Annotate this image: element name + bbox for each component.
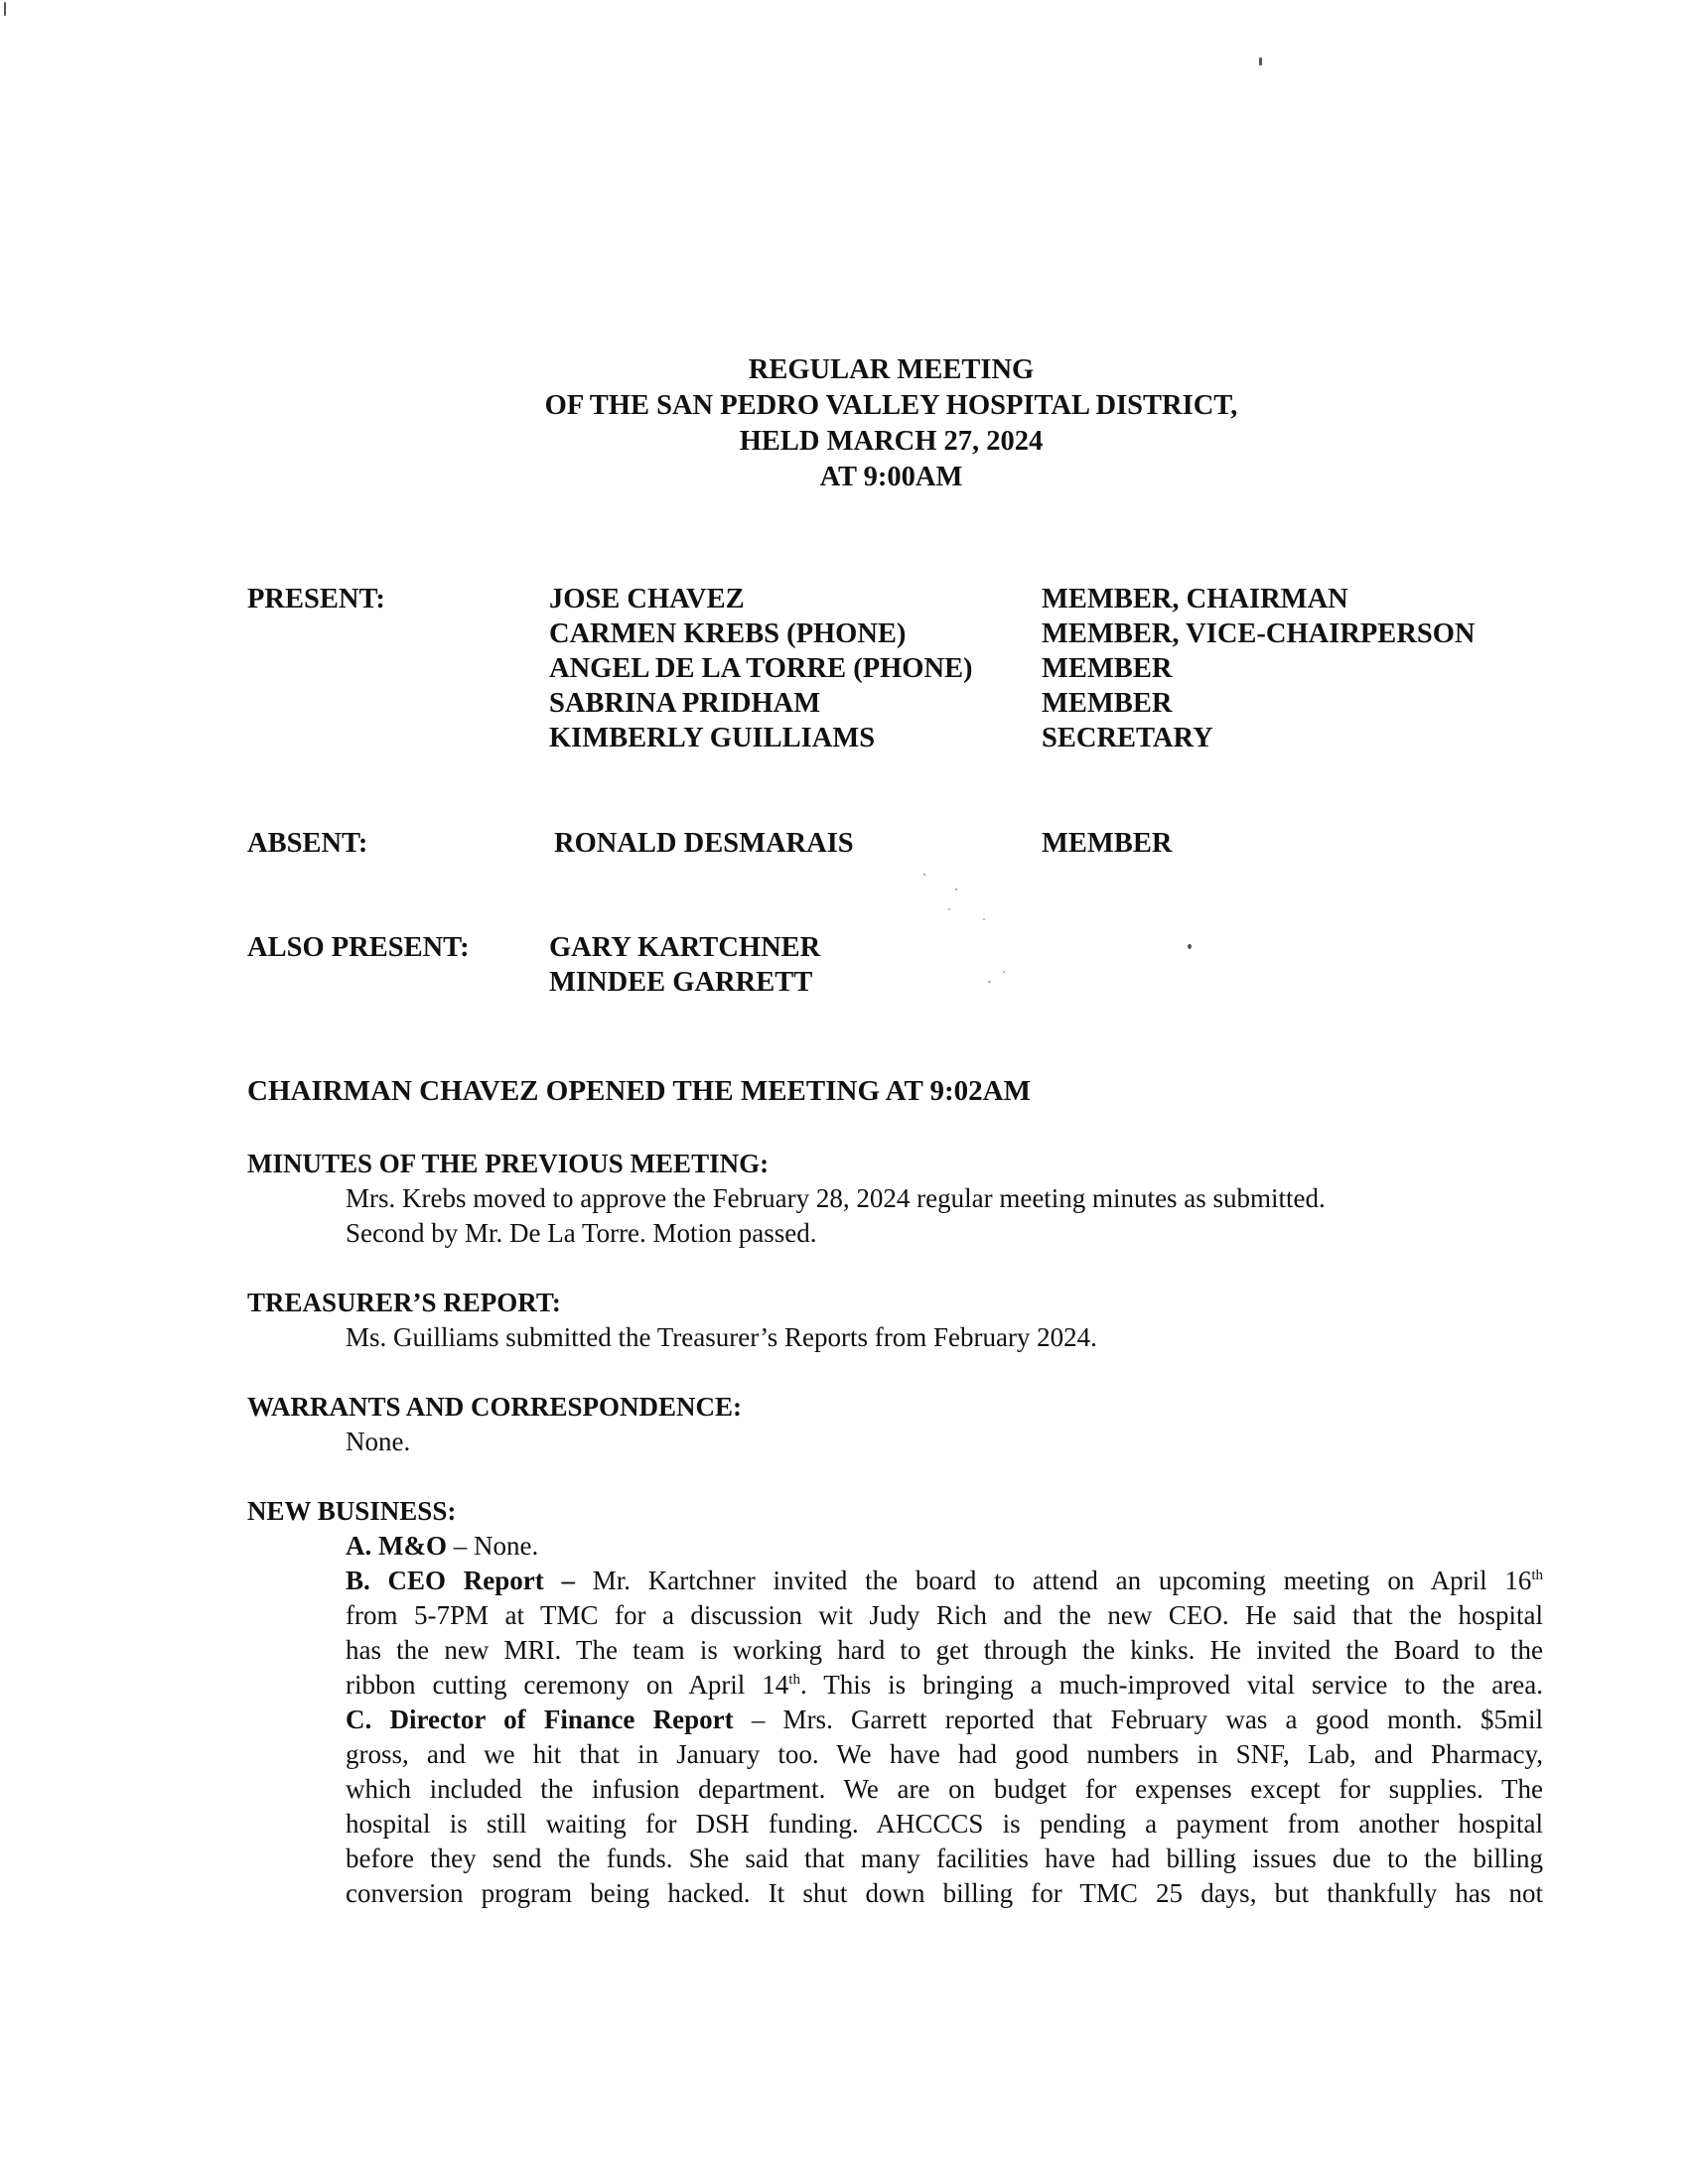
minutes-text-line: Second by Mr. De La Torre. Motion passed. (346, 1218, 817, 1248)
attendee-name: SABRINA PRIDHAM (549, 688, 821, 719)
minutes-heading: MINUTES OF THE PREVIOUS MEETING: (247, 1149, 770, 1178)
attendee-name: KIMBERLY GUILLIAMS (549, 723, 876, 753)
item-b-text: . This is bringing a much-improved vital service to the area. (799, 1670, 1544, 1700)
item-b-text: Mr. Kartchner invited the board to attend an upcoming meeting on April 16 (575, 1566, 1532, 1595)
item-b-line: has the new MRI. The team is working hard to get through the kinks. He invited the Board to the (346, 1635, 1543, 1665)
item-a-label: A. M&O (346, 1531, 447, 1561)
item-c-line (346, 1703, 1543, 1737)
item-b-label: B. CEO Report – (346, 1566, 575, 1595)
scan-speck (983, 918, 985, 920)
item-b-line (346, 1564, 1543, 1598)
title-line-4: AT 9:00AM (819, 462, 963, 492)
title-line-2: OF THE SAN PEDRO VALLEY HOSPITAL DISTRICT, (544, 390, 1238, 421)
item-c-line: which included the infusion department. We are on budget for expenses except for supplies. The (346, 1774, 1543, 1804)
item-b-line (346, 1668, 1543, 1703)
warrants-section (247, 1390, 1543, 1459)
warrants-heading: WARRANTS AND CORRESPONDENCE: (247, 1392, 743, 1422)
attendee-role: MEMBER, VICE-CHAIRPERSON (1042, 618, 1476, 649)
scan-speck (4, 2, 6, 16)
item-b-line: from 5-7PM at TMC for a discussion wit Judy Rich and the new CEO. He said that the hospital (346, 1600, 1543, 1630)
new-business-body (346, 1529, 1543, 1911)
attendee-name: ANGEL DE LA TORRE (PHONE) (549, 653, 973, 684)
attendee-role: MEMBER (1042, 688, 1173, 719)
scan-speck (923, 874, 925, 876)
warrants-text-line: None. (346, 1427, 411, 1456)
also-present-label: ALSO PRESENT: (247, 932, 470, 963)
absent-label: ABSENT: (247, 828, 368, 859)
ordinal-suffix: th (1531, 1568, 1543, 1583)
attendee-name: CARMEN KREBS (PHONE) (549, 618, 907, 649)
item-a-text: – None. (446, 1531, 539, 1561)
attendee-name: JOSE CHAVEZ (549, 584, 745, 614)
guest-name: GARY KARTCHNER (549, 932, 821, 963)
present-label: PRESENT: (247, 584, 385, 614)
absent-name: RONALD DESMARAIS (554, 828, 854, 859)
title-line-3: HELD MARCH 27, 2024 (739, 426, 1044, 457)
scan-speck (955, 888, 957, 890)
item-c-line: before they send the funds. She said that many facilities have had billing issues due to the billing (346, 1843, 1543, 1873)
new-business-heading: NEW BUSINESS: (247, 1496, 457, 1526)
scan-speck (1003, 971, 1005, 973)
absent-role: MEMBER (1042, 828, 1173, 859)
item-c-text: – Mrs. Garrett reported that February was a good month. $5mil (733, 1705, 1543, 1734)
attendee-role: SECRETARY (1042, 723, 1213, 753)
scan-speck (1188, 944, 1192, 949)
treasurer-heading: TREASURER’S REPORT: (247, 1288, 561, 1317)
attendee-role: MEMBER, CHAIRMAN (1042, 584, 1348, 614)
item-c-label: C. Director of Finance Report (346, 1705, 734, 1734)
meeting-title (0, 352, 1692, 495)
treasurer-text-line: Ms. Guilliams submitted the Treasurer’s Reports from February 2024. (346, 1322, 1097, 1352)
item-c-line: gross, and we hit that in January too. We have had good numbers in SNF, Lab, and Pharmacy, (346, 1739, 1543, 1769)
attendee-role: MEMBER (1042, 653, 1173, 684)
scan-speck (948, 908, 950, 910)
scan-speck (988, 981, 991, 983)
scan-speck (1259, 58, 1262, 66)
item-c-line: conversion program being hacked. It shut down billing for TMC 25 days, but thankfully has not (346, 1878, 1543, 1908)
treasurer-section (247, 1286, 1543, 1355)
item-b-text: ribbon cutting ceremony on April 14 (346, 1670, 789, 1700)
ordinal-suffix: th (788, 1672, 800, 1688)
minutes-text-line: Mrs. Krebs moved to approve the February 28, 2024 regular meeting minutes as submitted. (346, 1183, 1326, 1213)
opening-statement: CHAIRMAN CHAVEZ OPENED THE MEETING AT 9:02AM (247, 1075, 1031, 1107)
minutes-section (247, 1147, 1543, 1251)
guest-name: MINDEE GARRETT (549, 967, 813, 998)
item-a (346, 1529, 1543, 1564)
title-line-1: REGULAR MEETING (748, 354, 1035, 385)
item-c-line: hospital is still waiting for DSH funding. AHCCCS is pending a payment from another hospital (346, 1809, 1543, 1839)
new-business-section (247, 1494, 1543, 1911)
